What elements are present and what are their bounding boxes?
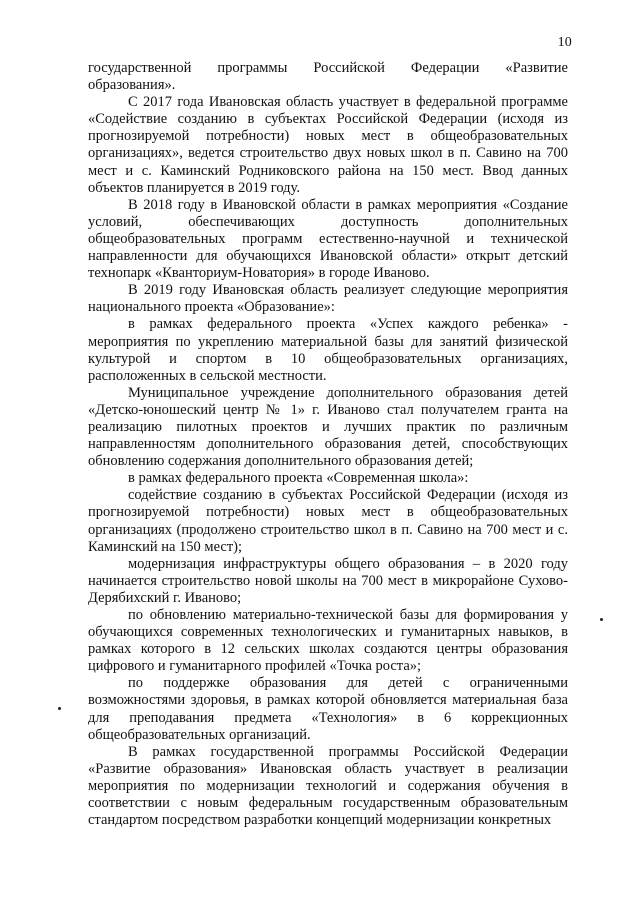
- paragraph: по обновлению материально-технической базы для формирования у обучающихся современных технологических и гуманитарных навыков, в рамках которого в 12 сельских школах создаются центры образования цифрового и гуманитарного профилей «Точка роста»;: [88, 607, 568, 675]
- page-number: 10: [557, 35, 572, 50]
- paragraph: в рамках федерального проекта «Успех каждого ребенка» - мероприятия по укреплению материальной базы для занятий физической культурой и спортом в 10 общеобразовательных организациях, расположенных в сельской местности.: [88, 316, 568, 384]
- paragraph: В рамках государственной программы Российской Федерации «Развитие образования» Ивановская область участвует в реализации мероприятия по модернизации технологий и содержания обучения в соответствии с новым федеральным государственным образовательным стандартом посредством разработки концепций модернизации конкретных: [88, 743, 568, 829]
- paragraph: В 2018 году в Ивановской области в рамках мероприятия «Создание условий, обеспечивающих доступность дополнительных общеобразовательных программ естественно-научной и технической направленности для обучающихся Ивановской области» открыт детский технопарк «Кванториум-Новатория» в городе Иваново.: [88, 196, 568, 282]
- paragraph: по поддержке образования для детей с ограниченными возможностями здоровья, в рамках которой обновляется материальная база для преподавания предмета «Технология» в 6 коррекционных общеобразовательных организаций.: [88, 675, 568, 743]
- paragraph: содействие созданию в субъектах Российской Федерации (исходя из прогнозируемой потребности) новых мест в общеобразовательных организациях (продолжено строительство школ в п. Савино на 700 мест и с. Каминский на 150 мест);: [88, 487, 568, 555]
- paragraph: С 2017 года Ивановская область участвует в федеральной программе «Содействие созданию в субъектах Российской Федерации (исходя из прогнозируемой потребности) новых мест в общеобразовательных организациях», ведется строительство двух новых школ в п. Савино на 700 мест и с. Каминский Родниковского района на 150 мест. Ввод данных объектов планируется в 2019 году.: [88, 94, 568, 196]
- paragraph: модернизация инфраструктуры общего образования – в 2020 году начинается строительство новой школы на 700 мест в микрорайоне Сухово-Дерябихский г. Иваново;: [88, 555, 568, 606]
- paragraph: государственной программы Российской Федерации «Развитие образования».: [88, 60, 568, 94]
- scan-speck: [600, 618, 603, 621]
- scan-speck: [58, 707, 61, 710]
- paragraph: в рамках федерального проекта «Современная школа»:: [128, 470, 469, 487]
- document-body: [88, 60, 568, 829]
- paragraph: В 2019 году Ивановская область реализует следующие мероприятия национального проекта «Образование»:: [88, 282, 568, 316]
- paragraph: Муниципальное учреждение дополнительного образования детей «Детско-юношеский центр № 1» г. Иваново стал получателем гранта на реализацию пилотных проектов и лучших практик по различным направленностям дополнительного образования детей, способствующих обновлению содержания дополнительного образования детей;: [88, 384, 568, 470]
